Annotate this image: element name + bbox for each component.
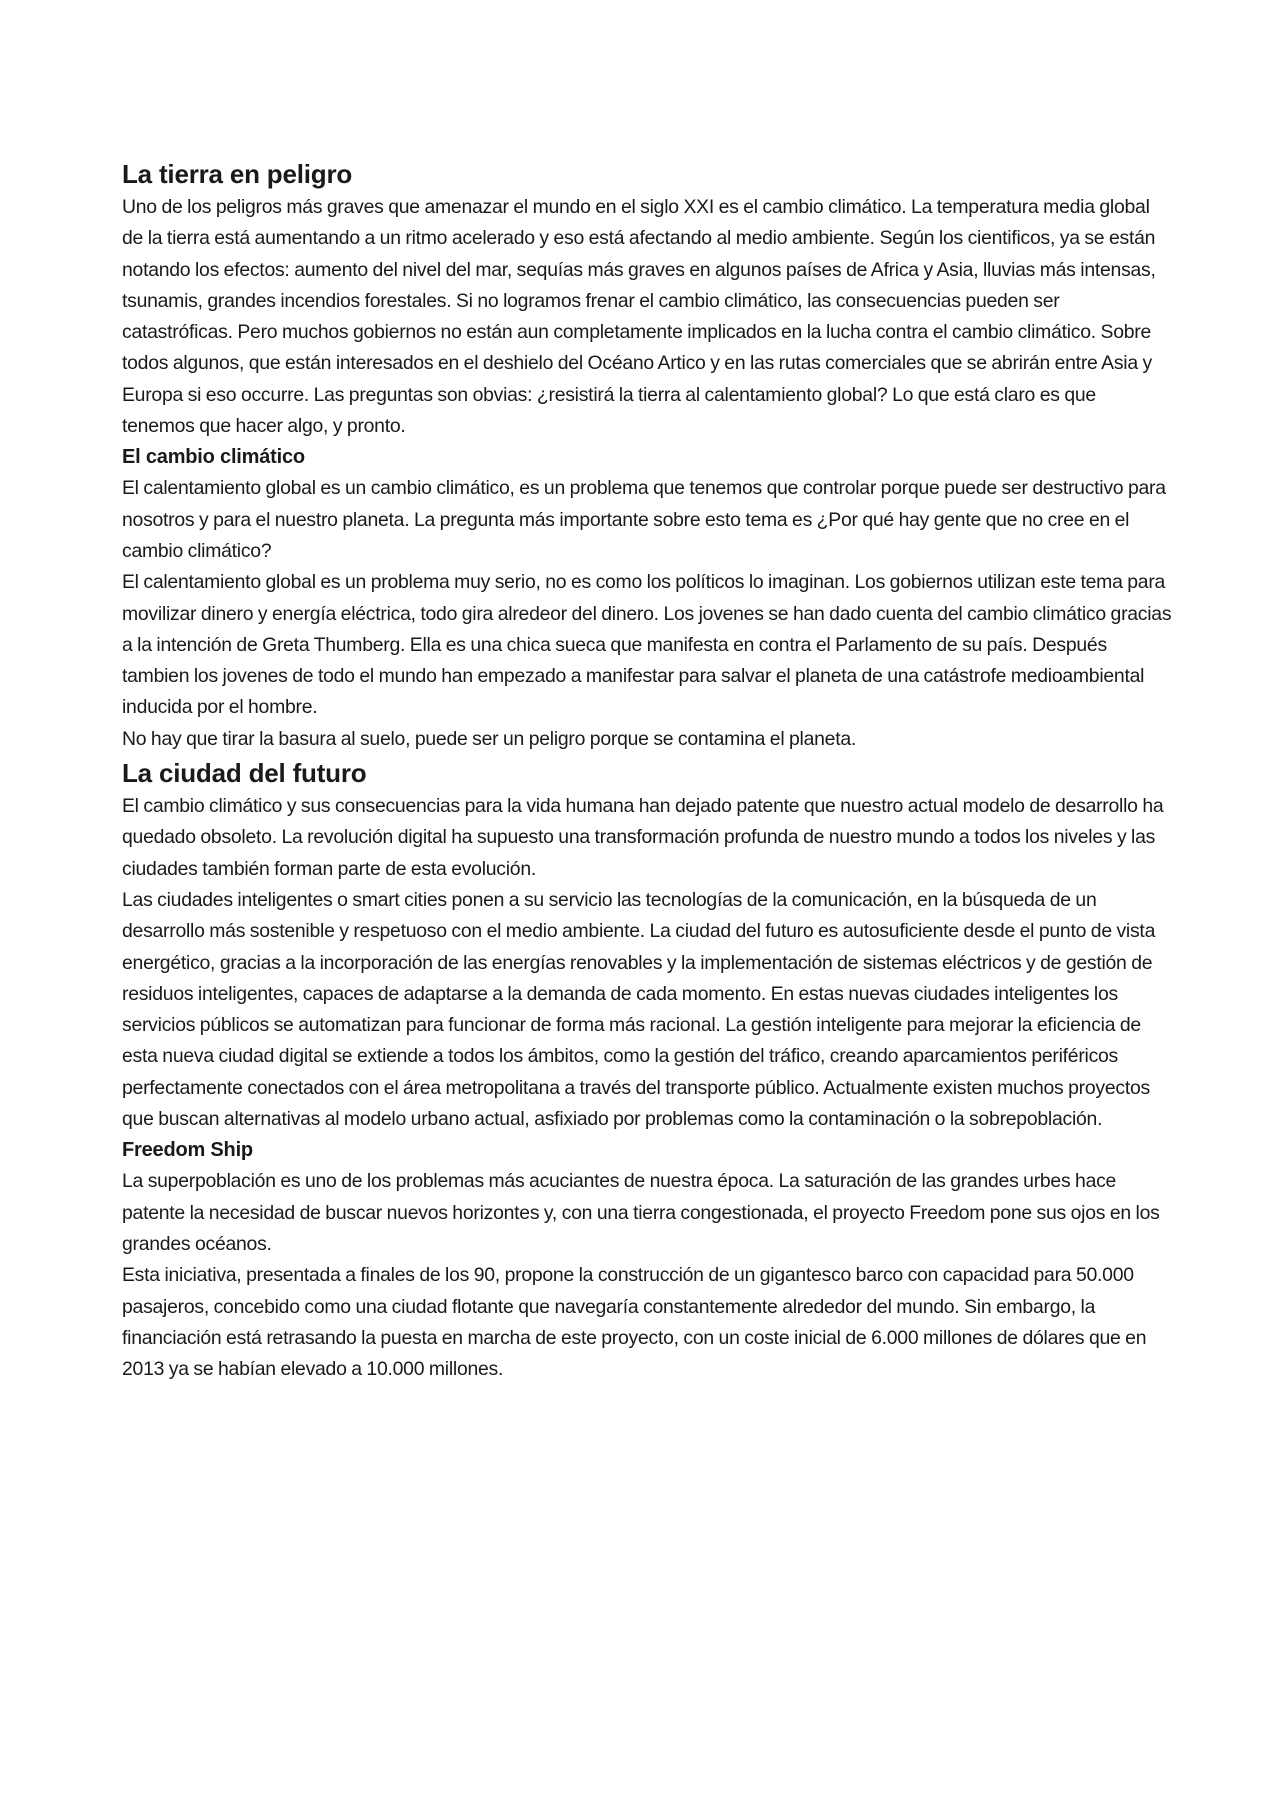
paragraph-ciudad-del-futuro-2: Las ciudades inteligentes o smart cities ponen a su servicio las tecnologías de la comunicación, en la búsqueda de un desarrollo más sostenible y respetuoso con el medio ambiente. La ciudad del futuro es autosuficiente desde el punto de vista energético, gracias a la incorporación de las energías renovables y la implementación de sistemas eléctricos y de gestión de residuos inteligentes, capaces de adaptarse a la demanda de cada momento. En estas nuevas ciudades inteligentes los servicios públicos se automatizan para funcionar de forma más racional. La gestión inteligente para mejorar la eficiencia de esta nueva ciudad digital se extiende a todos los ámbitos, como la gestión del tráfico, creando aparcamientos periféricos perfectamente conectados con el área metropolitana a través del transporte público. Actualmente existen muchos proyectos que buscan alternativas al modelo urbano actual, asfixiado por problemas como la contaminación o la sobrepoblación. bbox=[122, 888, 1156, 1131]
paragraph-ciudad-del-futuro-1: El cambio climático y sus consecuencias para la vida humana han dejado patente que nuestro actual modelo de desarrollo ha quedado obsoleto. La revolución digital ha supuesto una transformación profunda de nuestro mundo a todos los niveles y las ciudades también forman parte de esta evolución. bbox=[122, 795, 1164, 880]
section-title-ciudad-del-futuro: La ciudad del futuro bbox=[122, 758, 367, 789]
paragraph-cambio-climatico-2: El calentamiento global es un problema muy serio, no es como los políticos lo imaginan. Los gobiernos utilizan este tema para movilizar dinero y energía eléctrica, todo gira alredeor del dinero. Los jovenes se han dado cuenta del cambio climático gracias a la intención de Greta Thumberg. Ella es una chica sueca que manifesta en contra el Parlamento de su país. Después tambien los jovenes de todo el mundo han empezado a manifestar para salvar el planeta de una catástrofe medioambiental inducida por el hombre. bbox=[122, 571, 1172, 719]
section-title-tierra-en-peligro: La tierra en peligro bbox=[122, 159, 353, 189]
paragraph-cambio-climatico-1: El calentamiento global es un cambio climático, es un problema que tenemos que controlar porque puede ser destructivo para nosotros y para el nuestro planeta. La pregunta más importante sobre esto tema es ¿Por qué hay gente que no cree en el cambio climático? bbox=[122, 477, 1166, 562]
document-page bbox=[122, 156, 1172, 1385]
paragraph-freedom-ship-2: Esta iniciativa, presentada a finales de los 90, propone la construcción de un gigantesco barco con capacidad para 50.000 pasajeros, concebido como una ciudad flotante que navegaría constantemente alrededor del mundo. Sin embargo, la financiación está retrasando la puesta en marcha de este proyecto, con un coste inicial de 6.000 millones de dólares que en 2013 ya se habían elevado a 10.000 millones. bbox=[122, 1264, 1147, 1381]
subsection-title-cambio-climatico: El cambio climático bbox=[122, 446, 305, 469]
paragraph-tierra-en-peligro: Uno de los peligros más graves que amenazar el mundo en el siglo XXI es el cambio climático. La temperatura media global de la tierra está aumentando a un ritmo acelerado y eso está afectando al medio ambiente. Según los cientificos, ya se están notando los efectos: aumento del nivel del mar, sequías más graves en algunos países de Africa y Asia, lluvias más intensas, tsunamis, grandes incendios forestales. Si no logramos frenar el cambio climático, las consecuencias pueden ser catastróficas. Pero muchos gobiernos no están aun completamente implicados en la lucha contra el cambio climático. Sobre todos algunos, que están interesados en el deshielo del Océano Artico y en las rutas comerciales que se abrirán entre Asia y Europa si eso occurre. Las preguntas son obvias: ¿resistirá la tierra al calentamiento global? Lo que está claro es que tenemos que hacer algo, y pronto. bbox=[122, 196, 1156, 438]
paragraph-freedom-ship-1: La superpoblación es uno de los problemas más acuciantes de nuestra época. La saturación de las grandes urbes hace patente la necesidad de buscar nuevos horizontes y, con una tierra congestionada, el proyecto Freedom pone sus ojos en los grandes océanos. bbox=[122, 1170, 1160, 1255]
subsection-title-freedom-ship: Freedom Ship bbox=[122, 1139, 253, 1162]
paragraph-cambio-climatico-3: No hay que tirar la basura al suelo, puede ser un peligro porque se contamina el planeta. bbox=[122, 727, 857, 750]
